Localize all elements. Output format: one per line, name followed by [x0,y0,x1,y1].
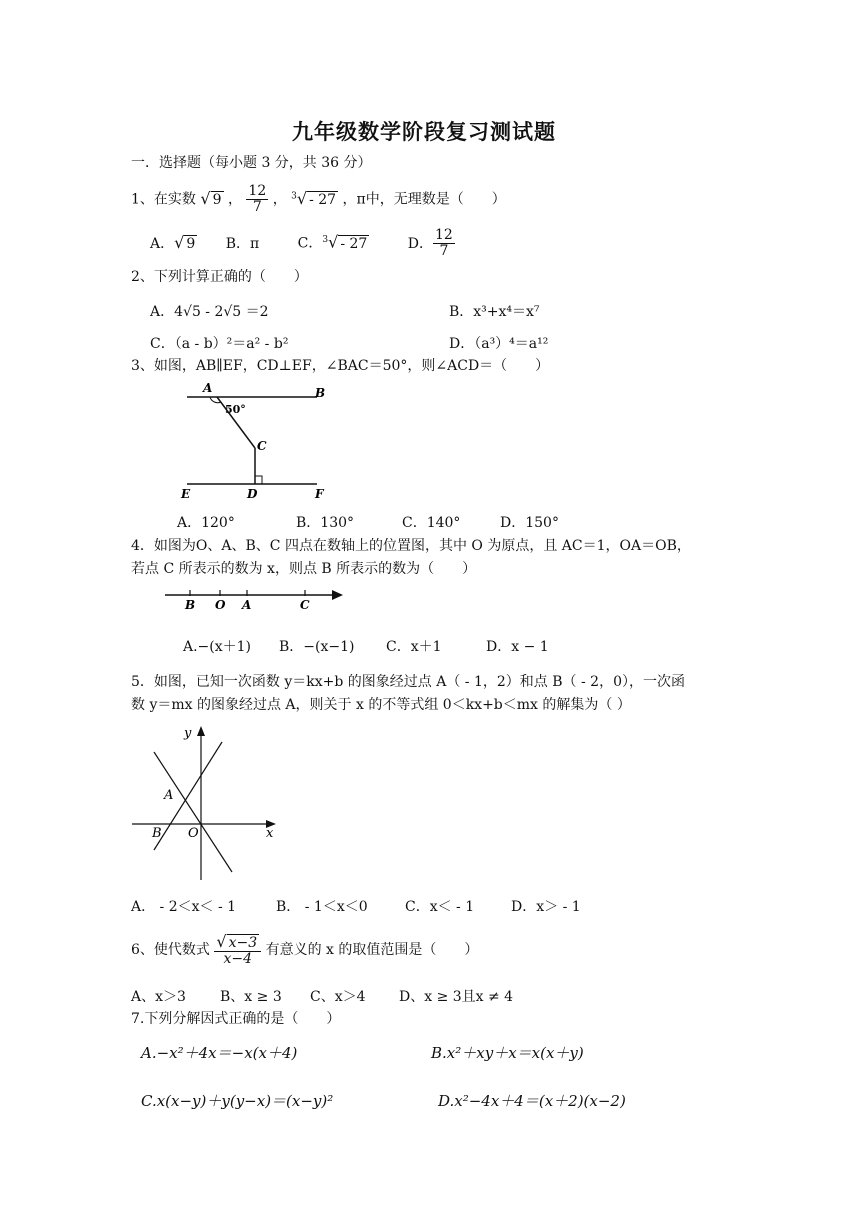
q5-label-o: O [188,826,199,841]
section-heading: 一．选择题（每小题 3 分，共 36 分） [131,155,372,171]
question-1 [131,176,506,216]
q2-option-d[interactable]: D．（a³）⁴＝a¹² [449,336,549,352]
q3-option-d[interactable]: D．150° [500,515,559,531]
q7-option-a[interactable]: A.−x²＋4x＝−x(x＋4) [141,1044,298,1062]
q4-number-line [160,584,350,614]
q2-option-a[interactable]: A．4√5 - 2√5 ＝2 [150,304,269,320]
q1-sep-2: ， [272,191,287,208]
q6-suffix: 有意义的 x 的取值范围是（ ） [265,942,479,958]
q5-option-d[interactable]: D．x＞ - 1 [511,899,581,915]
q5-label-b: B [152,826,162,841]
q3-label-c: C [257,439,267,453]
q4-label-c: C [300,598,310,612]
q2-option-c[interactable]: C．（a - b）²＝a² - b² [150,336,289,352]
q1-option-a[interactable]: A．√ 9 [150,232,196,252]
q5-label-y: y [184,726,192,741]
q4-label-b: B [185,598,196,612]
q1-sqrt9: √ 9 [200,188,222,208]
q1-option-d[interactable]: D． $\frac{12}{7}$ [407,226,453,260]
q1-sep-1: ， [227,191,242,208]
q5-option-a[interactable]: A． - 2＜x＜ - 1 [131,899,237,915]
q3-label-b: B [315,386,326,400]
q6-option-b[interactable]: B、x ≥ 3 [220,989,282,1005]
q4-option-a[interactable]: A.−(x＋1) [183,639,252,655]
q4-label-o: O [215,598,226,612]
q7-option-d[interactable]: D.x²−4x＋4＝(x＋2)(x−2) [438,1092,626,1110]
q1-prefix: 1、在实数 [131,191,196,208]
page-title: 九年级数学阶段复习测试题 [292,119,556,144]
q5-label-x: x [266,826,274,841]
question-4-line-2: 若点 C 所表示的数为 x，则点 B 所表示的数为（ ） [131,561,477,577]
question-5-line-2: 数 y＝mx 的图象经过点 A，则关于 x 的不等式组 0＜kx+b＜mx 的解集为（ ） [131,697,631,713]
q3-option-a[interactable]: A．120° [177,515,235,531]
q3-option-c[interactable]: C．140° [402,515,461,531]
q2-option-b[interactable]: B．x³+x⁴＝x⁷ [449,304,540,320]
q3-label-a: A [203,381,213,395]
q5-graph [132,722,282,882]
q1-option-c[interactable]: C．$^3$√ - 27 [297,232,368,252]
question-2: 2、下列计算正确的（ ） [131,269,308,285]
q4-option-d[interactable]: D．x − 1 [486,639,549,655]
q1-options [150,220,455,260]
q3-label-e: E [181,487,191,501]
q3-figure [175,378,345,502]
question-4-line-1: 4．如图为O、A、B、C 四点在数轴上的位置图，其中 O 为原点，且 AC＝1，OA＝OB， [131,538,691,554]
question-3: 3、如图，AB∥EF，CD⊥EF，∠BAC＝50°，则∠ACD＝（ ） [131,358,550,374]
question-6 [131,928,478,972]
q3-option-b[interactable]: B．130° [296,515,355,531]
q6-option-a[interactable]: A、x＞3 [131,989,186,1005]
question-5-line-1: 5．如图，已知一次函数 y＝kx+b 的图象经过点 A（ - 1，2）和点 B（ - 2，0），一次函 [131,674,685,690]
q1-suffix: ，π中，无理数是（ ） [342,191,506,208]
q5-option-c[interactable]: C．x＜ - 1 [405,899,475,915]
q1-option-b[interactable]: B．π [225,235,260,252]
q7-option-b[interactable]: B.x²＋xy＋x＝x(x＋y) [431,1044,584,1062]
q4-label-a: A [242,598,252,612]
q6-prefix: 6、使代数式 [131,942,210,958]
q3-label-angle: 50° [225,403,246,416]
q3-label-d: D [247,487,258,501]
q6-fraction: $\frac{√ x-3}{x-4}$ [214,933,261,968]
q6-option-d[interactable]: D、x ≥ 3且x ≠ 4 [399,989,514,1005]
q4-option-b[interactable]: B．−(x−1) [279,639,355,655]
q1-cbrt: $^3$√ - 27 [291,188,337,208]
q7-option-c[interactable]: C.x(x−y)＋y(y−x)＝(x−y)² [141,1092,334,1110]
q3-label-f: F [315,487,324,501]
q6-option-c[interactable]: C、x＞4 [310,989,366,1005]
q1-fraction: $\frac{12}{7}$ [248,182,267,216]
q5-label-a: A [164,788,174,803]
question-7: 7.下列分解因式正确的是（ ） [131,1011,341,1027]
q4-option-c[interactable]: C．x＋1 [386,639,442,655]
q5-option-b[interactable]: B． - 1＜x＜0 [276,899,368,915]
